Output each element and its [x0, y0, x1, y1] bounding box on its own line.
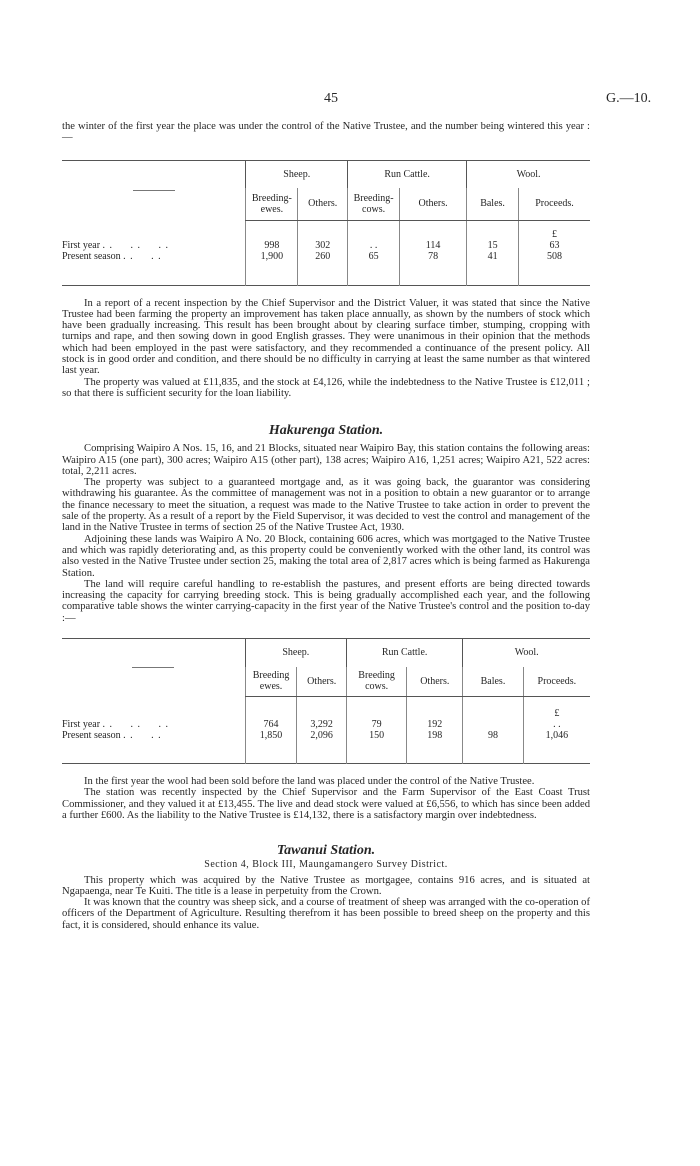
section-subtitle: Section 4, Block III, Maungamangero Survey District. — [204, 859, 448, 871]
page-number: 45 — [324, 91, 338, 106]
intro-paragraph: the winter of the first year the place was under the control of the Native Trustee, and the number being wintered this year :— — [62, 121, 590, 144]
document-code: G.—10. — [606, 91, 652, 106]
table-cell: 114 — [400, 240, 467, 251]
sub-header: Others. — [298, 188, 348, 220]
table-cell: 3,292 — [297, 719, 347, 730]
table-cell: 192 — [407, 719, 463, 730]
table-cell: . . — [348, 240, 400, 251]
row-label-text: First year — [62, 240, 101, 252]
group-header-sheep: Sheep. — [245, 639, 346, 667]
sub-header: Breeding cows. — [346, 667, 406, 697]
row-label — [62, 240, 246, 251]
group-header-sheep: Sheep. — [246, 160, 348, 188]
row-label — [62, 719, 245, 730]
table-cell: 998 — [246, 240, 298, 251]
sub-header: Breeding ewes. — [245, 667, 297, 697]
row-label-text: Present season — [62, 251, 121, 263]
group-header-wool: Wool. — [463, 639, 590, 667]
section-title: Tawanui Station. — [276, 843, 376, 859]
group-header-wool: Wool. — [467, 160, 590, 188]
table-cell: 1,046 — [523, 730, 590, 764]
table-cell — [298, 220, 348, 240]
paragraph: It was known that the country was sheep sick, and a course of treatment of sheep was arranged with the co-operation of officers of the Department of Agriculture. Resulting therefrom it has been possible to breed sheep on the property and this fact, it is considered, should enhance its value. — [62, 897, 590, 931]
table-cell — [348, 220, 400, 240]
row-label — [62, 730, 245, 764]
corner-rule — [132, 667, 174, 668]
table-cell: . . — [523, 719, 590, 730]
paragraph: The station was recently inspected by the Chief Supervisor and the Farm Supervisor of the East Coast Trust Commissioner, and they valued it at £13,455. The live and dead stock were valued at £6,556, to which has since been added a further £600. As the liability to the Native Trustee is £14,132, there is a satisfactory margin over indebtedness. — [62, 787, 590, 821]
stock-table-1 — [62, 160, 590, 286]
table-cell: 302 — [298, 240, 348, 251]
stock-table-2 — [62, 638, 590, 764]
table-group-header-row — [62, 639, 590, 667]
table-cell: 65 — [348, 251, 400, 285]
page-header — [0, 91, 700, 111]
table-cell: 79 — [346, 719, 406, 730]
paragraph: In the first year the wool had been sold before the land was placed under the control of the Native Trustee. — [84, 776, 535, 788]
table-cell: 41 — [467, 251, 519, 285]
table-cell — [297, 697, 347, 719]
table-row — [62, 240, 590, 251]
table-cell — [467, 220, 519, 240]
currency-symbol: £ — [523, 697, 590, 719]
paragraph: This property which was acquired by the Native Trustee as mortgagee, contains 916 acres, and is situated at Ngapaenga, near Te Kuiti. The title is a lease in perpetuity from the Crown. — [62, 874, 590, 897]
table-cell — [245, 697, 297, 719]
paragraph: Comprising Waipiro A Nos. 15, 16, and 21 Blocks, situated near Waipiro Bay, this station contains the following areas: Waipiro A15 (one part), 300 acres; Waipiro A15 (other part), 138 acres; Waipiro A16, 1,251 acres; Waipiro A21, 522 acres: total, 2,211 acres. — [62, 443, 590, 477]
currency-row — [62, 220, 590, 240]
table-cell: 508 — [519, 251, 590, 285]
group-header-run-cattle: Run Cattle. — [348, 160, 467, 188]
sub-header: Proceeds. — [523, 667, 590, 697]
table-cell — [62, 220, 246, 240]
sub-header: Others. — [400, 188, 467, 220]
table-row — [62, 730, 590, 764]
sub-header: Bales. — [467, 188, 519, 220]
table-cell: 764 — [245, 719, 297, 730]
row-label-text: First year — [62, 718, 101, 730]
leader-dots: . . . . . . — [102, 240, 170, 252]
table-row — [62, 719, 590, 730]
leader-dots: . . . . — [123, 251, 162, 263]
table-cell: 63 — [519, 240, 590, 251]
sub-header: Proceeds. — [519, 188, 590, 220]
group-header-run-cattle: Run Cattle. — [346, 639, 462, 667]
table-cell: 150 — [346, 730, 406, 764]
table-cell — [400, 220, 467, 240]
table-row — [62, 251, 590, 285]
table-cell: 198 — [407, 730, 463, 764]
paragraph: In a report of a recent inspection by the Chief Supervisor and the District Valuer, it was stated that since the Native Trustee had been farming the property an improvement has taken place annually, as shown by the numbers of stock which have been gradually increasing. This result has been brought about by clearing surface timber, stumping, cropping with turnips and rape, and then sowing down in good English grasses. They were unanimous in their opinion that the methods which had been employed in the past were satisfactory, and they recommended a continuance of the present policy. All stock is in good order and condition, and there should be no difficulty in carrying at least the same number as that wintered last year. — [62, 297, 590, 377]
table-cell — [463, 719, 523, 730]
row-label-text: Present season — [62, 729, 121, 741]
table-cell: 15 — [467, 240, 519, 251]
sub-header: Breeding-ewes. — [246, 188, 298, 220]
corner-rule — [133, 190, 175, 191]
paragraph: The land will require careful handling to re-establish the pastures, and present efforts are being directed towards increasing the capacity for carrying breeding stock. This is being gradually accomplished each year, and the following comparative table shows the winter carrying-capacity in the first year of the Native Trustee's control and the position to-day :— — [62, 578, 590, 624]
section-title: Hakurenga Station. — [268, 423, 384, 439]
leader-dots: . . . . — [123, 729, 162, 741]
table-cell: 98 — [463, 730, 523, 764]
table-group-header-row — [62, 160, 590, 188]
currency-symbol: £ — [519, 220, 590, 240]
page-content — [62, 121, 590, 931]
paragraph: The property was subject to a guaranteed mortgage and, as it was going back, the guarantor was considering withdrawing his guarantee. As the committee of management was not in a position to obtain a new guarantor or to arrange the finance necessary to meet the situation, a request was made to the Native Trustee to take action in order to prevent the sale of the property. As a result of a report by the Field Supervisor, it was decided to vest the control and management of the land in the Native Trustee in terms of section 25 of the Native Trustee Act, 1930. — [62, 477, 590, 534]
table-cell — [246, 220, 298, 240]
currency-row — [62, 697, 590, 719]
table-cell: 2,096 — [297, 730, 347, 764]
table-cell: 1,850 — [245, 730, 297, 764]
sub-header: Bales. — [463, 667, 523, 697]
table-cell — [407, 697, 463, 719]
table-cell: 78 — [400, 251, 467, 285]
sub-header: Breeding-cows. — [348, 188, 400, 220]
paragraph: Adjoining these lands was Waipiro A No. 20 Block, containing 606 acres, which was mortgaged to the Native Trustee and which was rapidly deteriorating and, as this property could be conveniently worked with the other land, its control was also vested in the Native Trustee under section 25, making the total area of 2,817 acres which is being farmed as Hakurenga Station. — [62, 533, 590, 579]
table-cell — [463, 697, 523, 719]
leader-dots: . . . . . . — [102, 718, 170, 730]
sub-header: Others. — [407, 667, 463, 697]
table-cell — [346, 697, 406, 719]
table-cell — [62, 697, 245, 719]
table-cell: 1,900 — [246, 251, 298, 285]
row-label — [62, 251, 246, 285]
table-corner-cell — [62, 639, 245, 697]
table-corner-cell — [62, 160, 246, 220]
sub-header: Others. — [297, 667, 347, 697]
table-cell: 260 — [298, 251, 348, 285]
paragraph: The property was valued at £11,835, and the stock at £4,126, while the indebtedness to the Native Trustee is £12,011 ; so that there is sufficient security for the loan liability. — [62, 376, 590, 399]
